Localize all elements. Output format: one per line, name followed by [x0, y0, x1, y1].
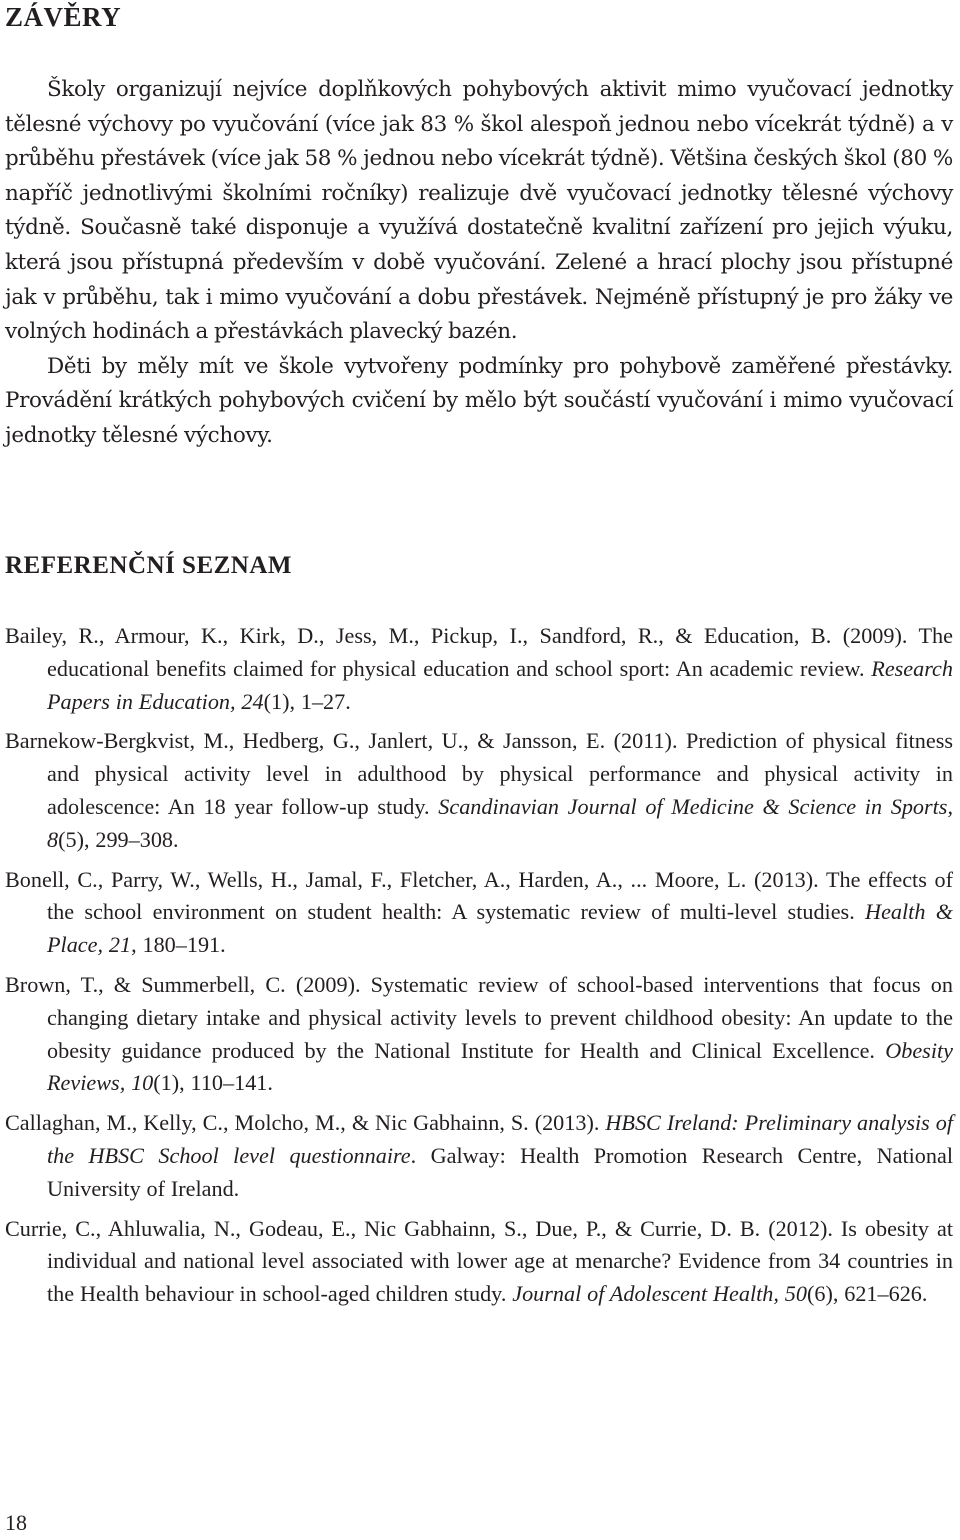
reference-item — [5, 725, 953, 856]
page-number: 18 — [5, 1510, 27, 1535]
reference-source: Journal of Adolescent Health, 50 — [512, 1281, 807, 1307]
reference-pages: (6), 621–626. — [806, 1281, 928, 1307]
reference-text: Brown, T., & Summerbell, C. (2009). Systematic review of school-based interventions that focus on changing dietary intake and physical activity levels to prevent childhood obesity: An update to the obesity guidance produced by the National Institute for Health and Clinical Excellence. — [5, 971, 953, 1063]
reference-pages: (1), 1–27. — [263, 688, 351, 714]
reference-source: Obesity Reviews, 10 — [47, 1037, 953, 1096]
reference-pages: (5), 299–308. — [58, 826, 179, 852]
conclusions-paragraph: Děti by měly mít ve škole vytvořeny podmínky pro pohybově zaměřené přestávky. Provádění krátkých pohybových cvičení by mělo být součástí vyučování i mimo vyučovací jednotky tělesné výchovy. — [5, 353, 953, 448]
reference-text: Currie, C., Ahluwalia, N., Godeau, E., Nic Gabhainn, S., Due, P., & Currie, D. B. (2012). Is obesity at individual and national level associated with lower age at menarche? Evidence from 34 countries in the Health behaviour in school-aged children study. — [5, 1215, 953, 1307]
reference-item — [5, 1213, 953, 1311]
reference-item — [5, 969, 953, 1100]
conclusions-heading: ZÁVĚRY — [5, 2, 122, 32]
reference-text: Callaghan, M., Kelly, C., Molcho, M., & Nic Gabhainn, S. (2013). — [5, 1110, 606, 1136]
reference-list — [5, 620, 953, 1318]
reference-item — [5, 1107, 953, 1205]
reference-text: Bonell, C., Parry, W., Wells, H., Jamal, F., Fletcher, A., Harden, A., ... Moore, L. (2013). The effects of the school environment on student health: A systematic review of multi-level studies. — [5, 866, 953, 925]
reference-source: Health & Place, 21 — [47, 899, 953, 958]
reference-item — [5, 620, 953, 718]
reference-source: Scandinavian Journal of Medicine & Science in Sports, 8 — [47, 793, 953, 852]
reference-source: Research Papers in Education, 24 — [47, 655, 953, 714]
conclusions-body — [5, 73, 953, 454]
references-heading: REFERENČNÍ SEZNAM — [5, 552, 293, 579]
reference-text: Bailey, R., Armour, K., Kirk, D., Jess, M., Pickup, I., Sandford, R., & Education, B. (2009). The educational benefits claimed for physical education and school sport: An academic review. — [5, 623, 953, 681]
reference-source: HBSC Ireland: Preliminary analysis of the HBSC School level questionnaire — [47, 1110, 953, 1168]
reference-item — [5, 864, 953, 962]
reference-pages: , 180–191. — [131, 932, 226, 958]
reference-pages: (1), 110–141. — [153, 1070, 273, 1096]
reference-text: Barnekow-Bergkvist, M., Hedberg, G., Janlert, U., & Jansson, E. (2011). Prediction of physical fitness and physical activity level in adulthood by physical performance and physical activity in adolescence: An 18 year follow-up study. — [5, 728, 953, 819]
reference-pages: . Galway: Health Promotion Research Centre, National University of Ireland. — [47, 1142, 953, 1201]
conclusions-paragraph: Školy organizují nejvíce doplňkových pohybových aktivit mimo vyučovací jednotky tělesné výchovy po vyučování (více jak 83 % škol alespoň jednou nebo vícekrát týdně) a v průběhu přestávek (více jak 58 % jednou nebo vícekrát týdně). Většina českých škol (80 % napříč jednotlivými školními ročníky) realizuje dvě vyučovací jednotky tělesné výchovy týdně. Současně také disponuje a využívá dostatečně kvalitní zařízení pro jejich výuku, která jsou přístupná především v době vyučování. Zelené a hrací plochy jsou přístupné jak v průběhu, tak i mimo vyučování a dobu přestávek. Nejméně přístupný je pro žáky ve volných hodinách a přestávkách plavecký bazén. — [5, 77, 953, 345]
